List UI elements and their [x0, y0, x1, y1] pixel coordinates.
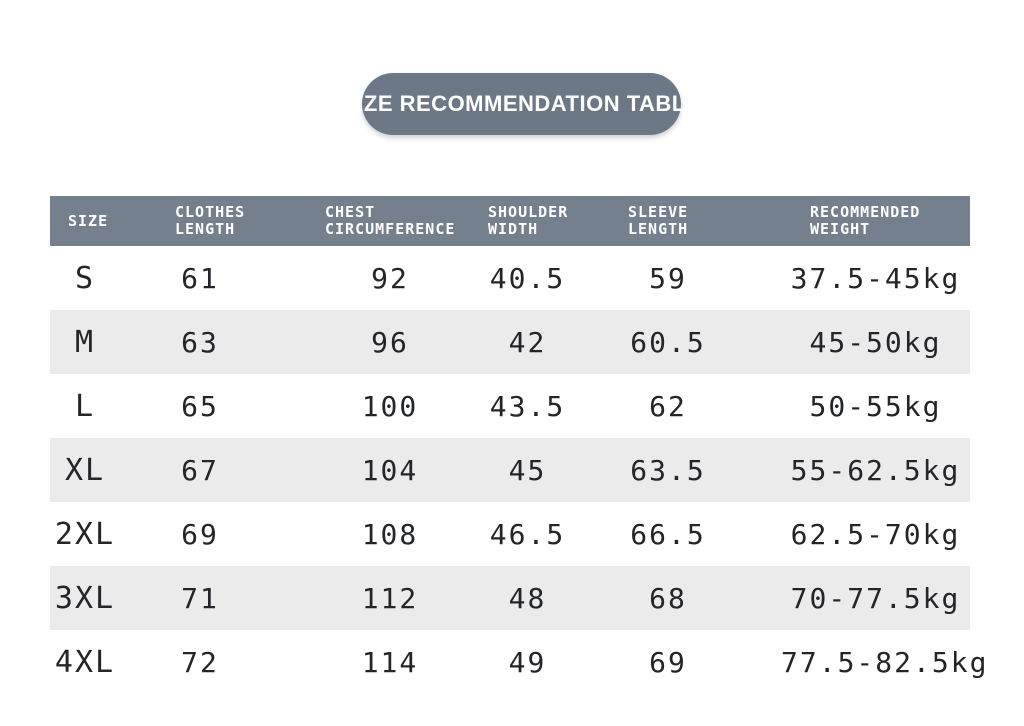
cell-chest: 104 — [361, 453, 419, 487]
column-header-line: CLOTHES — [175, 203, 246, 221]
column-header-clothes_length — [160, 196, 310, 246]
column-header-line: CIRCUMFERENCE — [325, 220, 456, 238]
cell-sleeve: 60.5 — [630, 325, 706, 359]
cell-sleeve: 63.5 — [630, 453, 706, 487]
page-title: SIZE RECOMMENDATION TABLE — [342, 91, 701, 116]
column-header-line: LENGTH — [628, 220, 689, 238]
cell-shoulder: 49 — [508, 645, 547, 679]
column-header-line: SHOULDER — [488, 203, 569, 221]
cell-shoulder: 46.5 — [489, 517, 566, 551]
table-row-3XL — [50, 566, 970, 630]
column-header-size — [50, 196, 160, 246]
cell-shoulder: 43.5 — [489, 389, 566, 423]
cell-weight: 77.5-82.5kg — [781, 645, 989, 679]
column-header-line: SLEEVE — [628, 203, 689, 221]
cell-chest: 92 — [371, 261, 409, 295]
cell-clothes_length: 71 — [181, 581, 219, 615]
table-row-S — [50, 246, 970, 310]
column-header-line: CHEST — [325, 203, 376, 221]
table-body — [50, 246, 989, 694]
cell-shoulder: 42 — [508, 325, 547, 359]
cell-sleeve: 62 — [649, 389, 687, 423]
cell-shoulder: 48 — [508, 581, 547, 615]
cell-weight: 55-62.5kg — [790, 453, 961, 487]
cell-chest: 108 — [361, 517, 419, 551]
cell-sleeve: 68 — [649, 581, 687, 615]
cell-sleeve: 59 — [649, 261, 687, 295]
cell-size: 3XL — [54, 580, 116, 616]
cell-weight: 50-55kg — [809, 389, 942, 423]
table-header-row — [50, 196, 970, 246]
column-header-chest — [310, 196, 480, 246]
cell-clothes_length: 69 — [181, 517, 219, 551]
cell-shoulder: 40.5 — [489, 261, 566, 295]
cell-chest: 112 — [361, 581, 419, 615]
table-row-4XL — [50, 630, 989, 694]
table-row-L — [50, 374, 970, 438]
cell-clothes_length: 72 — [181, 645, 219, 679]
cell-weight: 62.5-70kg — [790, 517, 961, 551]
cell-chest: 100 — [361, 389, 419, 423]
column-header-line: SIZE — [68, 211, 109, 230]
cell-clothes_length: 65 — [181, 389, 219, 423]
cell-size: 4XL — [54, 644, 116, 680]
column-header-weight — [775, 196, 970, 246]
cell-chest: 96 — [371, 325, 409, 359]
title-pill — [342, 73, 701, 135]
column-header-shoulder — [480, 196, 615, 246]
cell-clothes_length: 61 — [181, 261, 219, 295]
cell-size: S — [74, 260, 96, 296]
cell-size: XL — [64, 452, 106, 488]
column-header-line: LENGTH — [175, 220, 236, 238]
table-row-XL — [50, 438, 970, 502]
cell-size: M — [74, 324, 96, 360]
cell-size: L — [74, 388, 96, 424]
cell-weight: 37.5-45kg — [790, 261, 961, 295]
cell-sleeve: 66.5 — [630, 517, 706, 551]
cell-size: 2XL — [54, 516, 116, 552]
size-table — [50, 196, 989, 694]
cell-clothes_length: 67 — [181, 453, 219, 487]
column-header-line: RECOMMENDED — [810, 203, 921, 221]
cell-weight: 70-77.5kg — [790, 581, 961, 615]
cell-sleeve: 69 — [649, 645, 687, 679]
column-header-sleeve — [615, 196, 775, 246]
table-row-M — [50, 310, 970, 374]
cell-chest: 114 — [361, 645, 419, 679]
cell-clothes_length: 63 — [181, 325, 219, 359]
column-header-line: WEIGHT — [810, 220, 871, 238]
table-row-2XL — [50, 502, 970, 566]
cell-shoulder: 45 — [508, 453, 547, 487]
column-header-line: WIDTH — [488, 220, 539, 238]
cell-weight: 45-50kg — [809, 325, 942, 359]
